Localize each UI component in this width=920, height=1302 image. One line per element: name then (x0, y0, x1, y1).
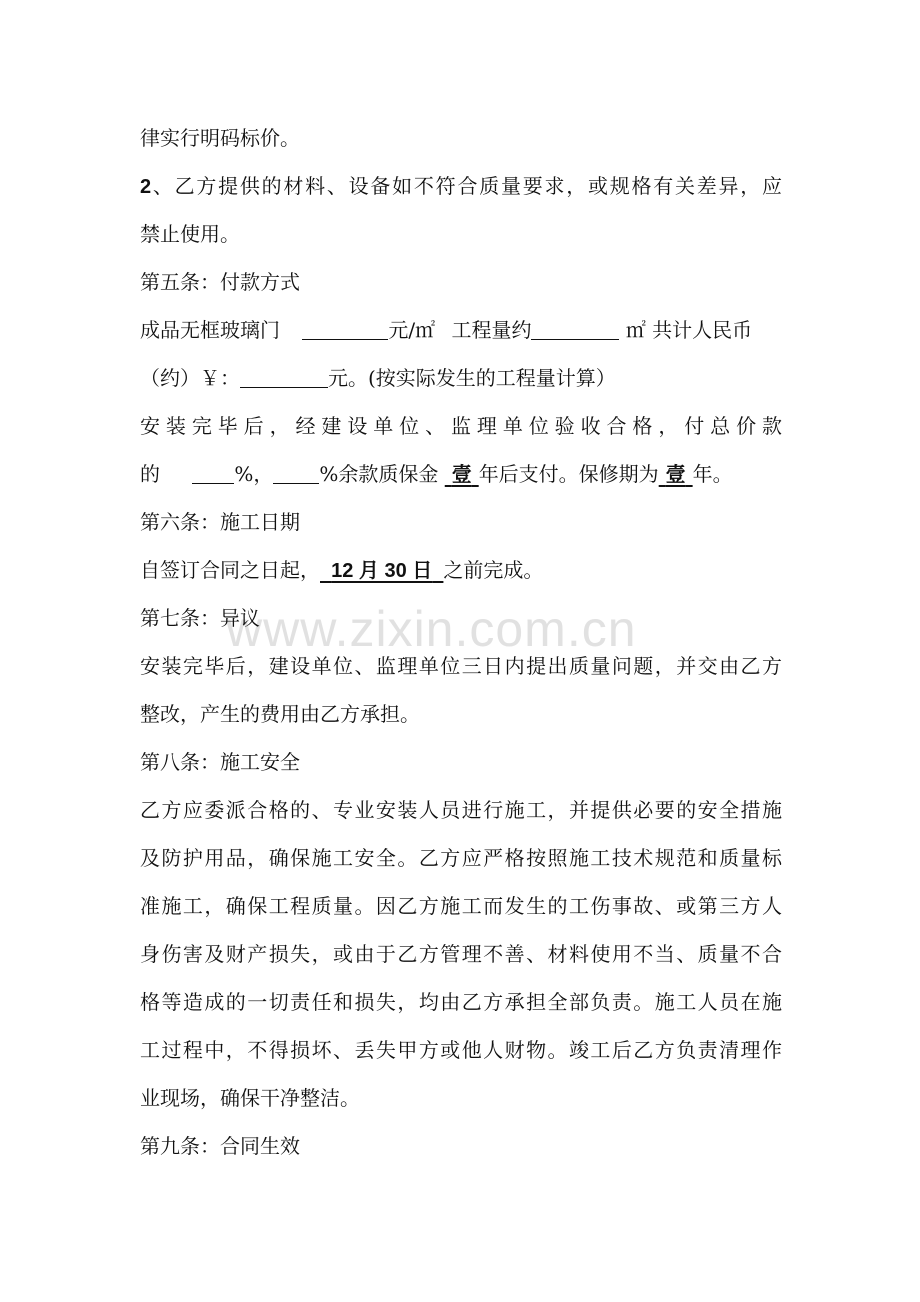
quantity-label: 工程量约 (451, 318, 532, 342)
text-line: 身伤害及财产损失，或由于乙方管理不善、材料使用不当、质量不合 (140, 942, 782, 966)
section-heading-9: 第九条：合同生效 (140, 1134, 300, 1158)
section-heading-8: 第八条：施工安全 (140, 750, 300, 774)
section-heading-6: 第六条：施工日期 (140, 510, 300, 534)
text-fragment: 年。 (692, 462, 733, 486)
unit-label: 元/㎡ (388, 318, 436, 342)
text-line: 安装完毕后，经建设单位、监理单位验收合格，付总价款 (140, 414, 782, 438)
text-fragment: %， (234, 462, 274, 486)
price-line (140, 306, 782, 354)
unit-price-blank[interactable] (302, 317, 388, 340)
text-line: 工过程中，不得损坏、丢失甲方或他人财物。竣工后乙方负责清理作 (140, 1038, 782, 1062)
text-line: 律实行明码标价。 (140, 126, 300, 150)
text-line: 乙方应委派合格的、专业安装人员进行施工，并提供必要的安全措施 (140, 798, 782, 822)
clause-text: 、乙方提供的材料、设备如不符合质量要求，或规格有关差异，应 (151, 174, 782, 198)
payment-line (140, 450, 782, 498)
text-fragment: 的 (140, 462, 160, 486)
text-fragment: 自签订合同之日起， (140, 558, 320, 582)
text-line: 格等造成的一切责任和损失，均由乙方承担全部负责。施工人员在施 (140, 990, 782, 1014)
date-line (140, 546, 782, 594)
text-line: 准施工，确保工程质量。因乙方施工而发生的工伤事故、或第三方人 (140, 894, 782, 918)
clause-number: 2 (140, 176, 152, 198)
text-line: 整改，产生的费用由乙方承担。 (140, 702, 420, 726)
warranty-years: 壹 (665, 462, 686, 486)
payment-percent-blank[interactable] (192, 461, 234, 484)
text-fragment: %余款质保金 (319, 462, 439, 486)
text-line: 禁止使用。 (140, 222, 240, 246)
text-line: 业现场，确保干净整洁。 (140, 1086, 360, 1110)
text-line: 安装完毕后，建设单位、监理单位三日内提出质量问题，并交由乙方 (140, 654, 782, 678)
text-fragment: 年后支付。保修期为 (478, 462, 659, 486)
text-line: 及防护用品，确保施工安全。乙方应严格按照施工技术规范和质量标 (140, 846, 782, 870)
retention-percent-blank[interactable] (273, 461, 319, 484)
completion-date: 12 月 30 日 (331, 560, 433, 582)
total-prefix: （约）￥： (140, 366, 240, 390)
total-label: ㎡ 共计人民币 (625, 318, 753, 342)
contract-page (140, 114, 782, 1170)
total-amount-blank[interactable] (240, 365, 328, 388)
quantity-blank[interactable] (531, 317, 619, 340)
text-fragment: 之前完成。 (443, 558, 544, 582)
clause-2-line (140, 162, 782, 210)
watermark: www.zixin.com.cn (226, 601, 637, 657)
total-line (140, 354, 782, 402)
section-heading-7: 第七条：异议 (140, 606, 260, 630)
section-heading-5: 第五条：付款方式 (140, 270, 300, 294)
item-label: 成品无框玻璃门 (140, 318, 280, 342)
retention-years: 壹 (451, 462, 472, 486)
total-suffix: 元。(按实际发生的工程量计算） (328, 366, 616, 390)
